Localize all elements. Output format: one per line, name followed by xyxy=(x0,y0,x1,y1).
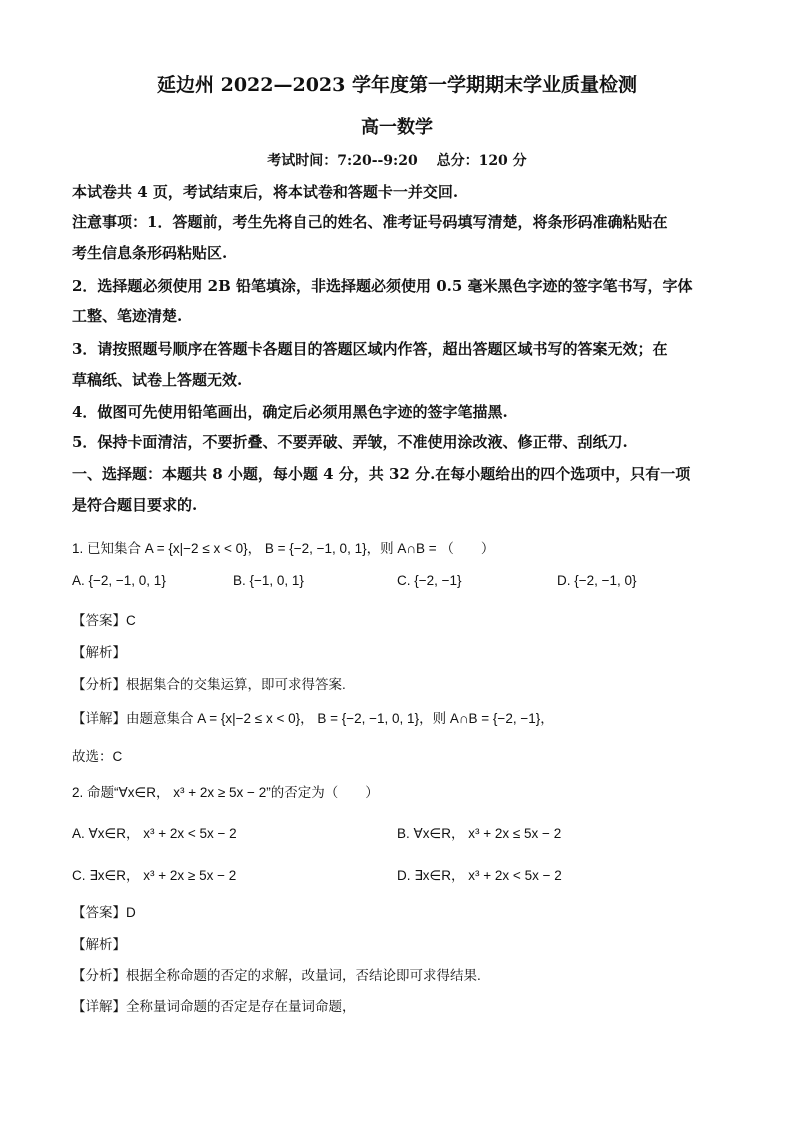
question-1-option-d: D. {−2, −1, 0} xyxy=(557,573,637,588)
question-2-option-d: D. ∃x∈R， x³ + 2x < 5x − 2 xyxy=(397,868,562,883)
question-2-analysis-label: 【解析】 xyxy=(72,937,126,952)
instructions-line-3: 考生信息条形码粘贴区. xyxy=(72,244,228,262)
question-2-stem: 2. 命题“∀x∈R， x³ + 2x ≥ 5x − 2”的否定为（ ） xyxy=(72,785,379,800)
question-2-option-c: C. ∃x∈R， x³ + 2x ≥ 5x − 2 xyxy=(72,868,237,883)
question-2-option-a: A. ∀x∈R， x³ + 2x < 5x − 2 xyxy=(72,826,237,841)
instructions-line-8: 4．做图可先使用铅笔画出，确定后必须用黑色字迹的签字笔描黑. xyxy=(72,403,508,421)
question-2-fenxi: 【分析】根据全称命题的否定的求解，改量词，否结论即可求得结果. xyxy=(72,968,481,983)
instructions-line-1: 本试卷共 4 页，考试结束后，将本试卷和答题卡一并交回. xyxy=(72,183,459,201)
question-1-choice: 故选：C xyxy=(72,749,123,764)
question-1-answer: 【答案】C xyxy=(72,613,136,628)
subject-title: 高一数学 xyxy=(361,117,433,138)
exam-title: 延边州 2022—2023 学年度第一学期期末学业质量检测 xyxy=(157,74,637,96)
instructions-line-4: 2．选择题必须使用 2B 铅笔填涂，非选择题必须使用 0.5 毫米黑色字迹的签字笔书写，字体 xyxy=(72,277,693,295)
question-2-answer: 【答案】D xyxy=(72,905,136,920)
question-2-option-b: B. ∀x∈R， x³ + 2x ≤ 5x − 2 xyxy=(397,826,562,841)
question-1-fenxi: 【分析】根据集合的交集运算，即可求得答案. xyxy=(72,677,346,692)
question-1-stem: 1. 已知集合 A = {x|−2 ≤ x < 0}， B = {−2, −1, 0, 1}，则 A∩B = （ ） xyxy=(72,541,495,556)
question-1-analysis-label: 【解析】 xyxy=(72,645,126,660)
question-2-detail: 【详解】全称量词命题的否定是存在量词命题， xyxy=(72,999,356,1014)
question-1-option-b: B. {−1, 0, 1} xyxy=(233,573,304,588)
section-heading-line-2: 是符合题目要求的. xyxy=(72,496,198,514)
question-1-option-a: A. {−2, −1, 0, 1} xyxy=(72,573,166,588)
instructions-line-6: 3．请按照题号顺序在答题卡各题目的答题区域内作答，超出答题区域书写的答案无效；在 xyxy=(72,340,668,358)
instructions-line-7: 草稿纸、试卷上答题无效. xyxy=(72,371,243,389)
instructions-line-9: 5．保持卡面清洁，不要折叠、不要弄破、弄皱，不准使用涂改液、修正带、刮纸刀. xyxy=(72,433,628,451)
exam-info: 考试时间：7:20--9:20 总分：120 分 xyxy=(267,153,527,169)
instructions-line-5: 工整、笔迹清楚. xyxy=(72,307,183,325)
instructions-line-2: 注意事项：1．答题前，考生先将自己的姓名、准考证号码填写清楚，将条形码准确粘贴在 xyxy=(72,213,668,231)
section-heading-line-1: 一、选择题：本题共 8 小题，每小题 4 分，共 32 分.在每小题给出的四个选项中，只有一项 xyxy=(72,465,691,483)
question-1-detail: 【详解】由题意集合 A = {x|−2 ≤ x < 0}， B = {−2, −1, 0, 1}，则 A∩B = {−2, −1}， xyxy=(72,711,554,726)
question-1-option-c: C. {−2, −1} xyxy=(397,573,462,588)
